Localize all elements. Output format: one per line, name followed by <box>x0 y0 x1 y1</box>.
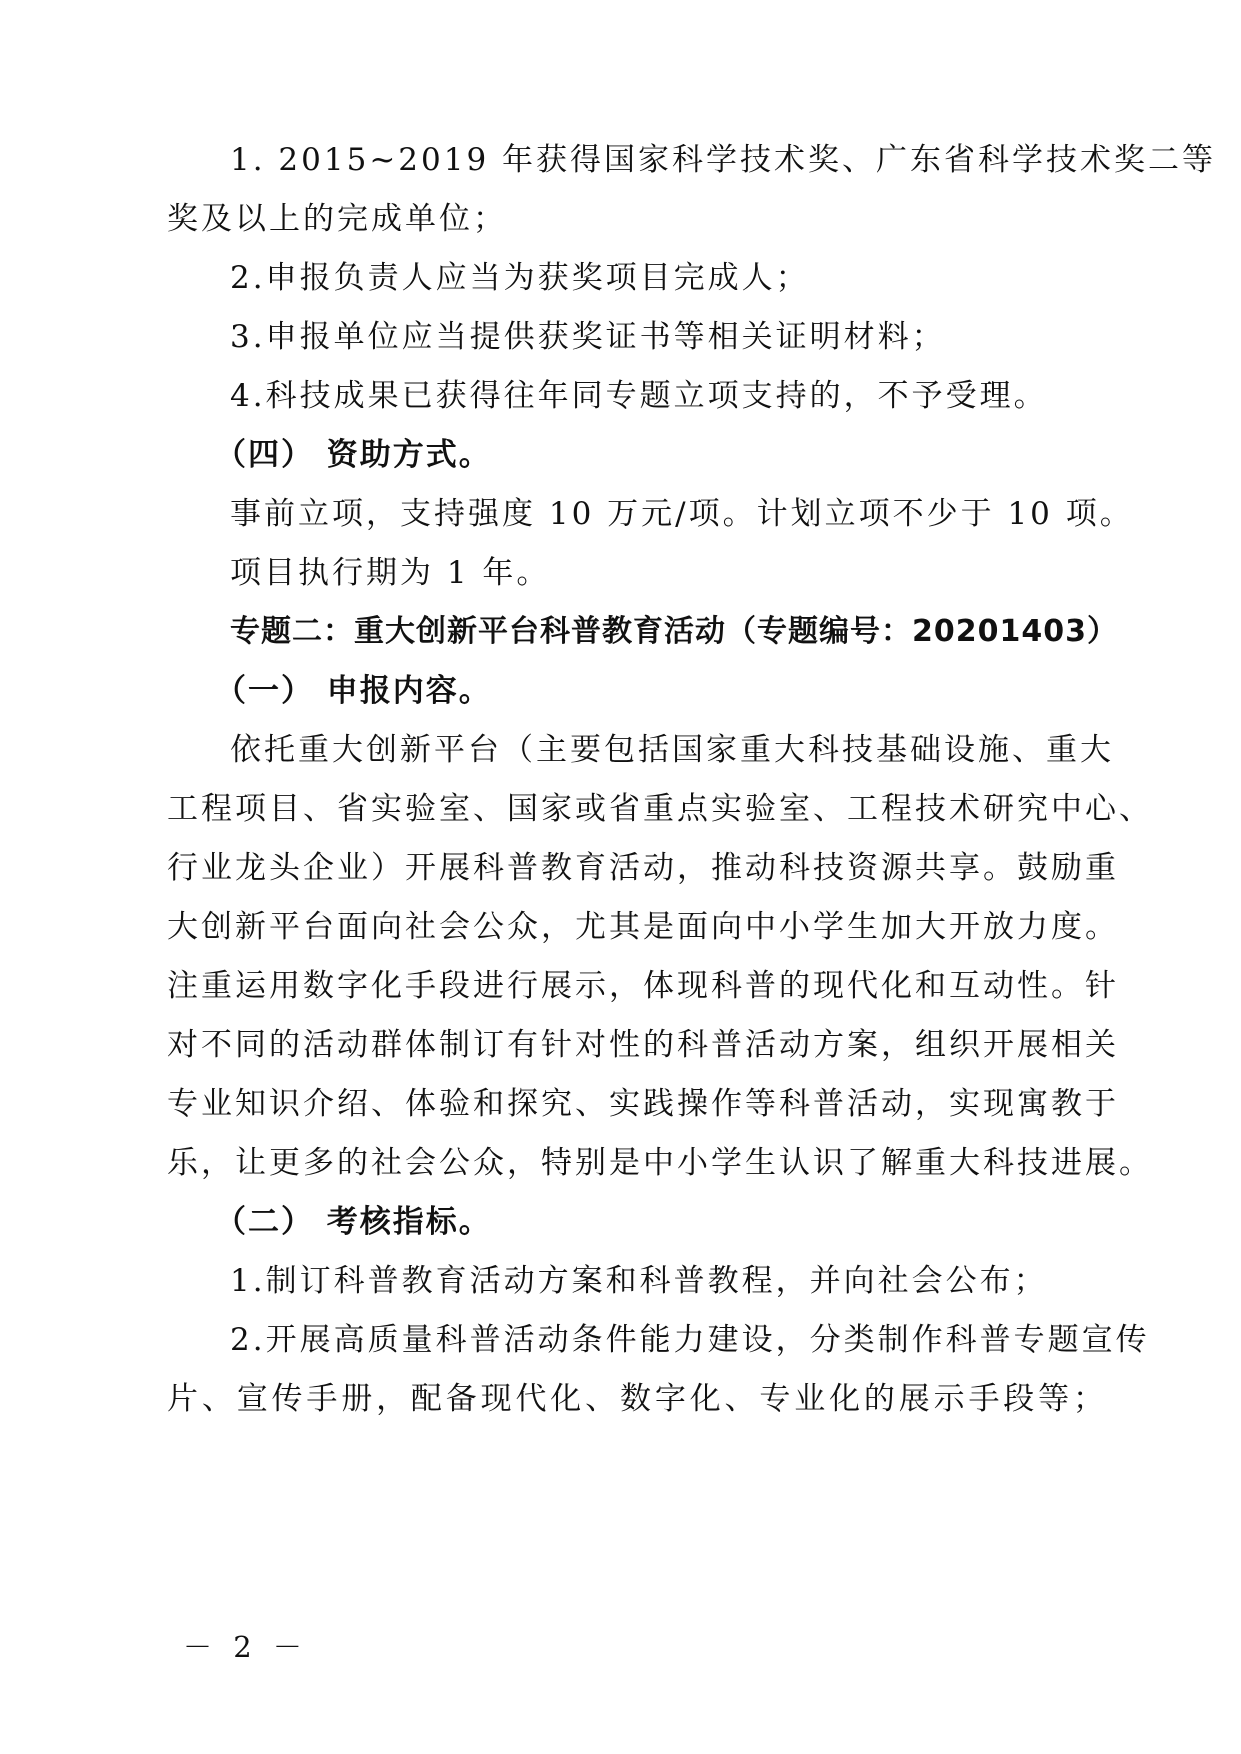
paragraph-line: 项目执行期为 1 年。 <box>230 555 551 591</box>
paragraph-line: 依托重大创新平台（主要包括国家重大科技基础设施、重大 <box>230 732 1114 768</box>
paragraph-line: 1.制订科普教育活动方案和科普教程，并向社会公布； <box>230 1263 1048 1299</box>
section-heading: （二） 考核指标。 <box>215 1204 492 1240</box>
paragraph-line: 专业知识介绍、体验和探究、实践操作等科普活动，实现寓教于 <box>167 1086 1119 1122</box>
paragraph-line: 大创新平台面向社会公众，尤其是面向中小学生加大开放力度。 <box>167 909 1119 945</box>
paragraph-line: 2.开展高质量科普活动条件能力建设，分类制作科普专题宣传 <box>230 1322 1150 1358</box>
paragraph-line: 片、宣传手册，配备现代化、数字化、专业化的展示手段等； <box>167 1381 1107 1417</box>
paragraph-line: 工程项目、省实验室、国家或省重点实验室、工程技术研究中心、 <box>167 791 1153 827</box>
page-number: － 2 － <box>183 1630 308 1664</box>
section-heading: （一） 申报内容。 <box>215 673 492 709</box>
paragraph-line: 乐，让更多的社会公众，特别是中小学生认识了解重大科技进展。 <box>167 1145 1153 1181</box>
paragraph-line: 2.申报负责人应当为获奖项目完成人； <box>230 260 810 296</box>
paragraph-line: 行业龙头企业）开展科普教育活动，推动科技资源共享。鼓励重 <box>167 850 1119 886</box>
paragraph-line: 对不同的活动群体制订有针对性的科普活动方案，组织开展相关 <box>167 1027 1119 1063</box>
paragraph-line: 奖及以上的完成单位； <box>167 201 507 237</box>
paragraph-line: 1. 2015~2019 年获得国家科学技术奖、广东省科学技术奖二等 <box>230 142 1217 178</box>
topic-heading: 专题二：重大创新平台科普教育活动（专题编号：20201403） <box>230 614 1118 649</box>
paragraph-line: 注重运用数字化手段进行展示，体现科普的现代化和互动性。针 <box>167 968 1119 1004</box>
paragraph-line: 事前立项，支持强度 10 万元/项。计划立项不少于 10 项。 <box>230 496 1134 532</box>
paragraph-line: 4.科技成果已获得往年同专题立项支持的，不予受理。 <box>230 378 1048 414</box>
section-heading: （四） 资助方式。 <box>215 437 492 473</box>
paragraph-line: 3.申报单位应当提供获奖证书等相关证明材料； <box>230 319 946 355</box>
